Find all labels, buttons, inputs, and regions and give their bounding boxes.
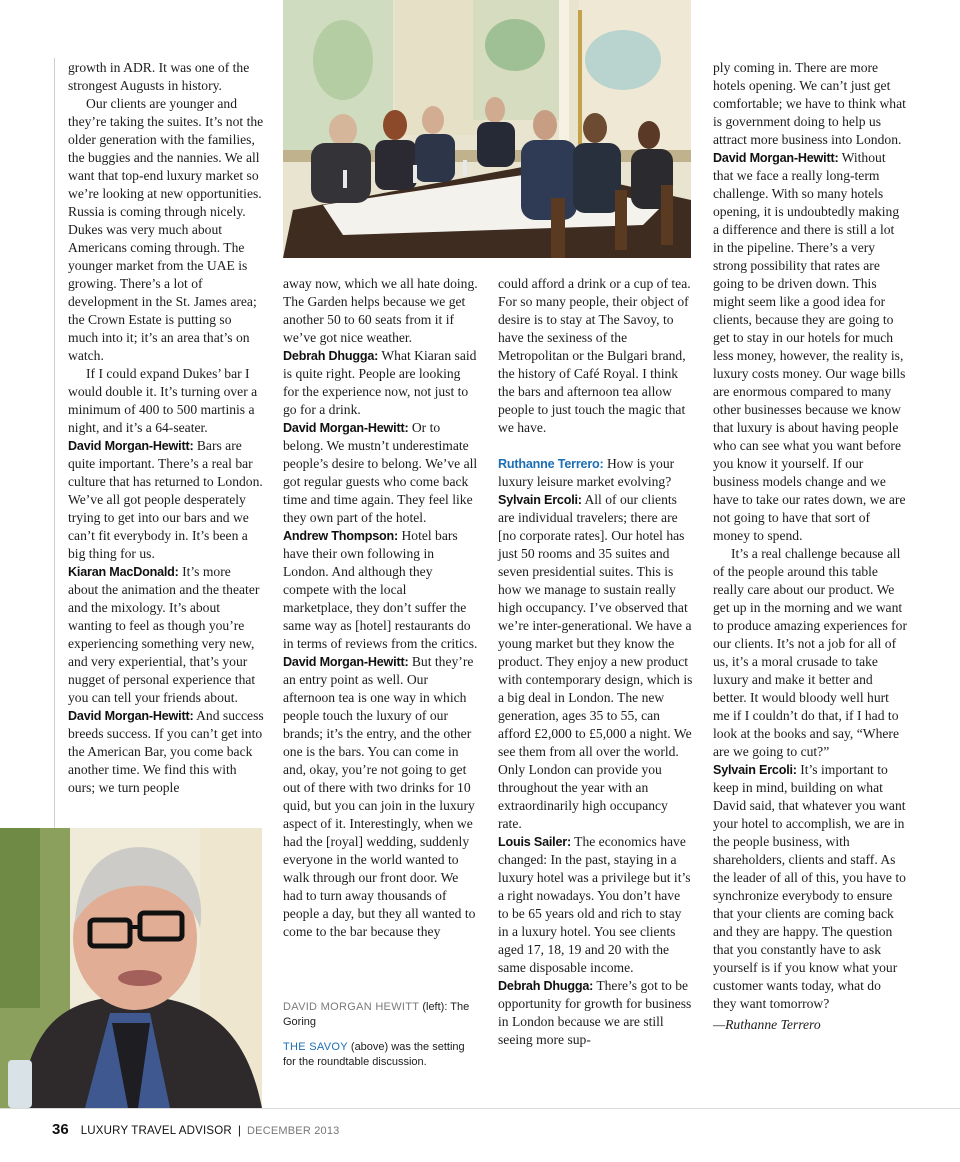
paragraph-text: It’s important to keep in mind, building on what David said, that whatever you want your hotel to accomplish, we are in the people business, with shareholders, clients and staff. As the leader of all of this, you have to synchronize everybody to ensure that your clients are coming back and they are happy. The question that you constantly have to ask yourself is if you know what your customer wants today, what do they want tomorrow? xyxy=(713,762,906,1011)
speaker-name: Ruthanne Terrero: xyxy=(498,457,604,471)
paragraph-text: What Kiaran said is quite right. People are looking for the experience now, not just to go for a drink. xyxy=(283,348,477,417)
paragraph-text: And success breeds success. If you can’t get into the American Bar, you come back another time. We find this with ours; we turn people xyxy=(68,708,264,795)
speaker-name: David Morgan-Hewitt: xyxy=(283,421,409,435)
portrait-photo xyxy=(0,828,262,1108)
issue-date: DECEMBER 2013 xyxy=(247,1125,340,1137)
text-column-2 xyxy=(283,275,479,941)
paragraph xyxy=(283,275,479,347)
paragraph xyxy=(68,437,264,563)
speaker-name: David Morgan-Hewitt: xyxy=(713,151,839,165)
paragraph-text: —Ruthanne Terrero xyxy=(713,1017,821,1032)
paragraph xyxy=(283,653,479,941)
footer-separator: | xyxy=(237,1123,242,1137)
caption-portrait xyxy=(283,1000,479,1030)
caption-roundtable-text: (above) was the setting for the roundtable discussion. xyxy=(283,1041,465,1068)
paragraph xyxy=(498,275,694,437)
paragraph xyxy=(68,707,264,797)
speaker-name: David Morgan-Hewitt: xyxy=(68,439,194,453)
paragraph-text: ply coming in. There are more hotels opening. We can’t just get comfortable; we have to think what is government doing to help us attract more business into London. xyxy=(713,60,906,147)
paragraph xyxy=(68,59,264,95)
paragraph-text: could afford a drink or a cup of tea. For so many people, their object of desire is to stay at The Savoy, to have the sexiness of the Metropolitan or the Bulgari brand, the history of Café Royal. I think the bars and afternoon tea allow people to just touch the magic that we have. xyxy=(498,276,691,435)
paragraph-text: growth in ADR. It was one of the strongest Augusts in history. xyxy=(68,60,250,93)
paragraph-text: Our clients are younger and they’re taking the suites. It’s not the older generation with the families, the buggies and the nannies. We all want that top-end luxury market so we’re looking at new opportunities. Russia is coming through nicely. Dukes was very much about Americans coming through. The younger market from the UAE is growing. There’s a lot of development in the St. James area; the Crown Estate is putting so much into it; it’s an area that’s on watch. xyxy=(68,96,264,363)
paragraph xyxy=(68,95,264,365)
paragraph xyxy=(713,59,907,149)
caption-portrait-name: DAVID MORGAN HEWITT xyxy=(283,1001,420,1013)
paragraph xyxy=(68,365,264,437)
paragraph-gap xyxy=(498,437,694,455)
footer-rule xyxy=(0,1108,960,1109)
byline xyxy=(713,1016,907,1034)
paragraph xyxy=(498,833,694,977)
speaker-name: Sylvain Ercoli: xyxy=(713,763,797,777)
speaker-name: Sylvain Ercoli: xyxy=(498,493,582,507)
paragraph-text: Hotel bars have their own following in London. And although they compete with the local marketplace, they don’t suffer the same way as [hotel] restaurants do in terms of reviews from the critics. xyxy=(283,528,478,651)
paragraph-text: If I could expand Dukes’ bar I would double it. It’s turning over a minimum of 400 to 500 martinis a night, and it’s a 64-seater. xyxy=(68,366,258,435)
paragraph xyxy=(713,545,907,761)
paragraph xyxy=(283,527,479,653)
paragraph-text: All of our clients are individual travelers; there are [no corporate rates]. Our hotel has just 50 rooms and 35 suites and seven presidential suites. This is how we manage to sustain really high occupancy. I’ve observed that we’re inter-generational. We have a young market but they know the product. They enjoy a new product with contemporary design, which is a big deal in London. The new generation, ages 35 to 55, can afford £2,000 to £5,000 a night. We see them from all over the world. Only London can provide you throughout the year with an extraordinarily high occupancy rate. xyxy=(498,492,693,831)
paragraph xyxy=(713,761,907,1013)
caption-roundtable-name: THE SAVOY xyxy=(283,1041,348,1053)
paragraph xyxy=(68,563,264,707)
roundtable-photo xyxy=(283,0,691,258)
column-divider xyxy=(54,58,55,828)
paragraph xyxy=(498,455,694,491)
paragraph-text: away now, which we all hate doing. The Garden helps because we get another 50 to 60 seats from it if we’ve got nice weather. xyxy=(283,276,478,345)
page-number: 36 xyxy=(52,1121,69,1138)
magazine-name: LUXURY TRAVEL ADVISOR xyxy=(80,1125,232,1137)
speaker-name: David Morgan-Hewitt: xyxy=(283,655,409,669)
caption-roundtable xyxy=(283,1040,479,1070)
paragraph-text: How is your luxury leisure market evolving? xyxy=(498,456,675,489)
paragraph-text: There’s got to be opportunity for growth for business in London because we are still seeing more sup- xyxy=(498,978,692,1047)
speaker-name: Debrah Dhugga: xyxy=(283,349,379,363)
paragraph xyxy=(713,149,907,545)
paragraph xyxy=(498,491,694,833)
photo-captions xyxy=(283,1000,479,1080)
paragraph-text: Without that we face a really long-term challenge. With so many hotels opening, it is undoubtedly making a difference and there is still a lot in the pipeline. There’s a very strong possibility that rates are going to be driven down. This might seem like a good idea for clients, because they are going to get to stay in our hotels for much less money, however, the reality is, luxury costs money. Our wage bills are enormous compared to many other businesses because we know that luxury is about having people who can see what you want before you know it yourself. If our business models change and we have to take our rates down, we are not going to have that sort of money to spend. xyxy=(713,150,906,543)
text-column-4 xyxy=(713,59,907,1034)
paragraph xyxy=(283,419,479,527)
paragraph-text: But they’re an entry point as well. Our afternoon tea is one way in which people touch the luxury of our brands; it’s the entry, and the other one is the bars. You can come in and, okay, you’re not going to get out of there with two drinks for 10 quid, but you can join in the luxury aspect of it. Interestingly, when we had the [royal] wedding, suddenly everyone in the world wanted to walk through our front door. We had to turn away thousands of people a day, but they all wanted to come to the bar because they xyxy=(283,654,476,939)
speaker-name: Debrah Dhugga: xyxy=(498,979,594,993)
text-column-1 xyxy=(68,59,264,797)
paragraph xyxy=(498,977,694,1049)
text-column-3 xyxy=(498,275,694,1049)
caption-portrait-text: (left): The Goring xyxy=(283,1001,470,1028)
speaker-name: Andrew Thompson: xyxy=(283,529,399,543)
paragraph xyxy=(283,347,479,419)
paragraph-text: It’s a real challenge because all of the people around this table really care about our product. We get up in the morning and we want to produce amazing experiences for our clients. It’s not a job for all of us, it’s a moral crusade to take luxury and make it better and better. It would bloody well hurt me if I couldn’t do that, if I had to look at the books and say, “Where are we going to cut?” xyxy=(713,546,907,759)
speaker-name: Louis Sailer: xyxy=(498,835,571,849)
paragraph-text: Or to belong. We mustn’t underestimate people’s desire to belong. We’ve all got regular guests who come back time and time again. They feel like they own part of the hotel. xyxy=(283,420,478,525)
paragraph-text: Bars are quite important. There’s a real bar culture that has returned to London. We’ve all got people desperately trying to get into our bars and we can’t fit everybody in. It’s been a big thing for us. xyxy=(68,438,263,561)
speaker-name: David Morgan-Hewitt: xyxy=(68,709,194,723)
page-footer xyxy=(52,1121,340,1139)
paragraph-text: It’s more about the animation and the theater and the mixology. It’s about wanting to feel as though you’re experiencing something very new, and very experiential, that’s your nugget of personal experience that you can tell your friends about. xyxy=(68,564,260,705)
paragraph-text: The economics have changed: In the past, staying in a luxury hotel was a privilege but it’s a right nowadays. You don’t have to be 65 years old and rich to stay in a luxury hotel. You see clients aged 17, 18, 19 and 20 with the same disposable income. xyxy=(498,834,691,975)
speaker-name: Kiaran MacDonald: xyxy=(68,565,179,579)
